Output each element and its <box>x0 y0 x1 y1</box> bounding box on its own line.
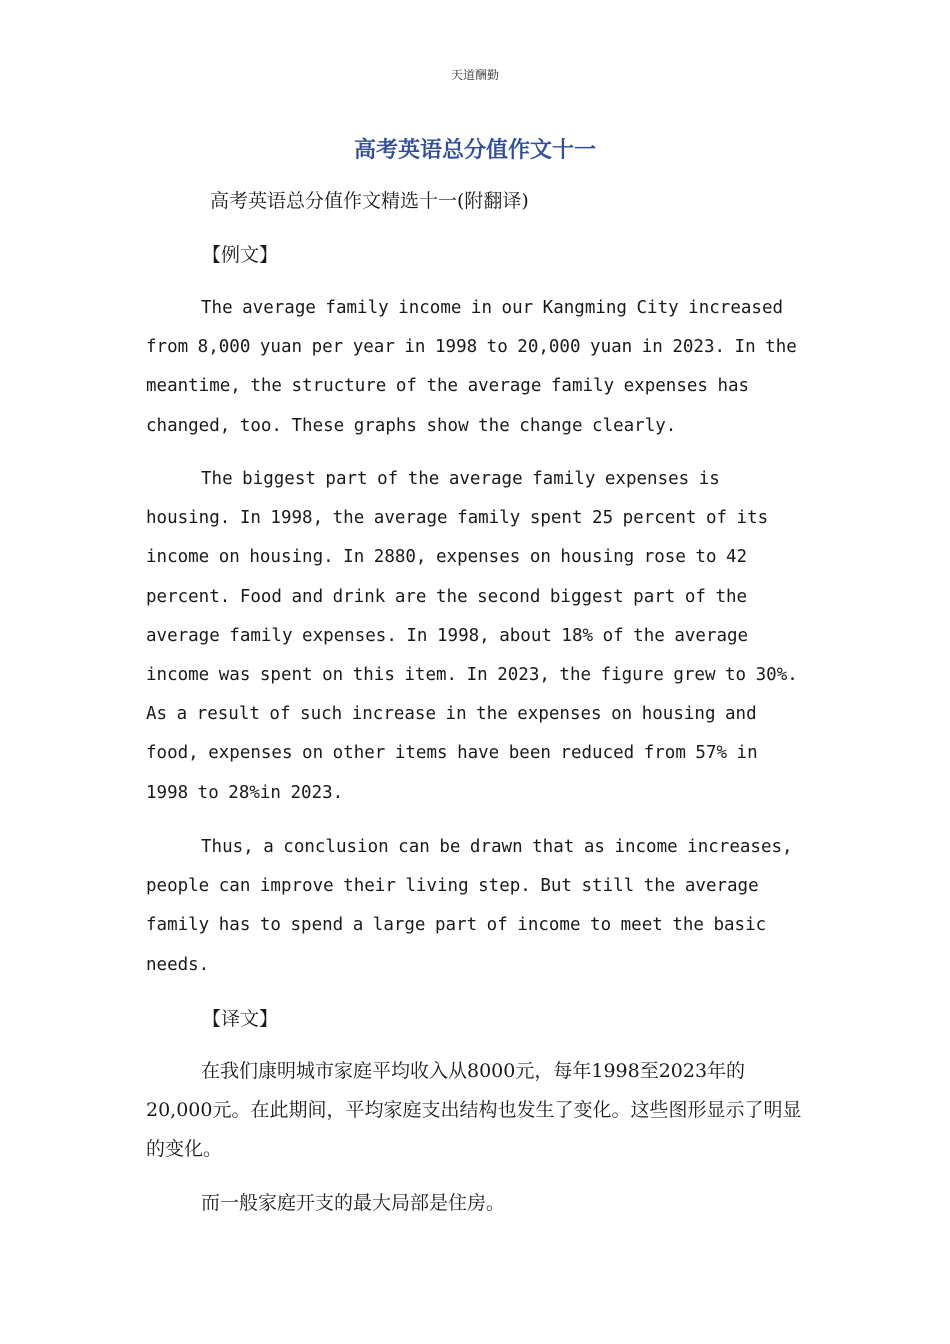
translation-paragraph-text: 在我们康明城市家庭平均收入从8000元，每年1998至2023年的20,000元。在此期间，平均家庭支出结构也发生了变化。这些图形显示了明显的变化。 <box>146 1060 802 1161</box>
document-title: 高考英语总分值作文十一 <box>353 138 596 163</box>
translation-paragraph-text: 而一般家庭开支的最大局部是住房。 <box>201 1192 506 1214</box>
example-paragraph-1 <box>146 289 806 446</box>
document-subtitle: 高考英语总分值作文精选十一(附翻译) <box>210 190 529 212</box>
example-paragraph-text: Thus, a conclusion can be drawn that as income increases, people can improve their living step. But still the average family has to spend a large part of income to meet the basic needs. <box>146 837 793 975</box>
running-header: 天道酬勤 <box>450 68 499 82</box>
example-section-label: 【例文】 <box>202 244 279 266</box>
example-paragraph-2 <box>146 460 806 813</box>
translation-paragraph-1 <box>146 1052 806 1170</box>
translation-section-label: 【译文】 <box>202 1008 279 1030</box>
example-paragraph-text: The average family income in our Kangming City increased from 8,000 yuan per year in 1998 to 20,000 yuan in 2023. In the meantime, the structure of the average family expenses has changed, too. These graphs show the change clearly. <box>146 298 797 436</box>
translation-paragraph-2 <box>146 1184 806 1223</box>
example-paragraph-3 <box>146 828 806 985</box>
example-paragraph-text: The biggest part of the average family expenses is housing. In 1998, the average family spent 25 percent of its income on housing. In 2880, expenses on housing rose to 42 percent. Food and drink are the second biggest part of the average family expenses. In 1998, about 18% of the average income was spent on this item. In 2023, the figure grew to 30%. As a result of such increase in the expenses on housing and food, expenses on other items have been reduced from 57% in 1998 to 28%in 2023. <box>146 469 798 803</box>
